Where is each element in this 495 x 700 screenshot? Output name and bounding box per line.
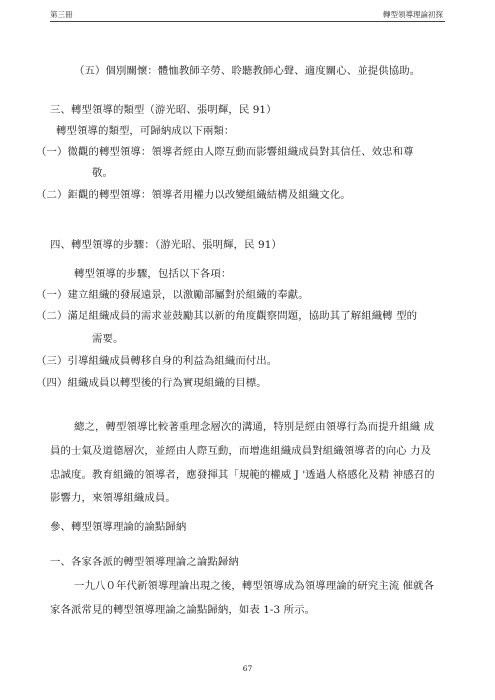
subsection-heading: 一、各家各派的轉型領導理論之論點歸納 bbox=[50, 556, 239, 568]
section-heading: 三、轉型領導的類型（游光昭、張明輝，民 91） bbox=[50, 104, 277, 116]
section-heading: 參、轉型領導理論的論點歸納 bbox=[50, 521, 187, 533]
text-line: 敬。 bbox=[92, 167, 113, 179]
list-item: （一）微觀的轉型領導：領導者經由人際互動而影響組織成員對其信任、效忠和尊 bbox=[36, 146, 414, 158]
section-heading: 四、轉型領導的步驟：（游光昭、張明輝，民 91） bbox=[50, 239, 282, 251]
header-rule bbox=[50, 21, 445, 22]
text-line: 轉型領導的類型，可歸納成以下兩類： bbox=[56, 125, 235, 137]
text-line: （五）個別關懷：體恤教師辛勞、聆聽教師心聲、適度關心、並提供協助。 bbox=[74, 65, 421, 77]
paragraph-line: 一九八０年代新領導理論出現之後，轉型領導成為領導理論的研究主流 催就各 bbox=[74, 580, 435, 592]
page-number: 67 bbox=[242, 664, 253, 673]
paragraph-line: 總之，轉型領導比較著重理念層次的溝通，特別是經由領導行為而提升組織 成 bbox=[74, 421, 435, 433]
header-right: 轉型領導理論初探 bbox=[383, 10, 443, 19]
list-item: （二）滿足組織成員的需求並鼓勵其以新的角度觀察問題，協助其了解組織轉 型的 bbox=[36, 310, 418, 322]
paragraph-line: 影響力，來領導組織成員。 bbox=[50, 492, 176, 504]
list-item: （二）鉅觀的轉型領導：領導者用權力以改變組織結構及組織文化。 bbox=[36, 189, 351, 201]
paragraph-line: 家各派常見的轉型領導理論之論點歸納，如表 1-3 所示。 bbox=[50, 604, 316, 616]
list-item: （三）引導組織成員轉移自身的利益為組織而付出。 bbox=[36, 355, 278, 367]
list-item: （一）建立組織的發展遠景，以激勵部屬對於組織的奉獻。 bbox=[36, 289, 309, 301]
paragraph-line: 員的士氣及道德層次，並經由人際互動，而增進組織成員對組織領導者的向心 力及 bbox=[50, 445, 432, 457]
text-line: 轉型領導的步驟，包括以下各項： bbox=[74, 268, 232, 280]
header-left: 第三冊 bbox=[50, 10, 73, 19]
paragraph-line: 忠誠度。教育組織的領導者，應發揮其「規範的權威 J '透過人格感化及精 神感召的 bbox=[50, 469, 435, 481]
list-item: （四）組織成員以轉型後的行為實現組織的目標。 bbox=[36, 377, 267, 389]
text-line: 需要。 bbox=[92, 333, 124, 345]
